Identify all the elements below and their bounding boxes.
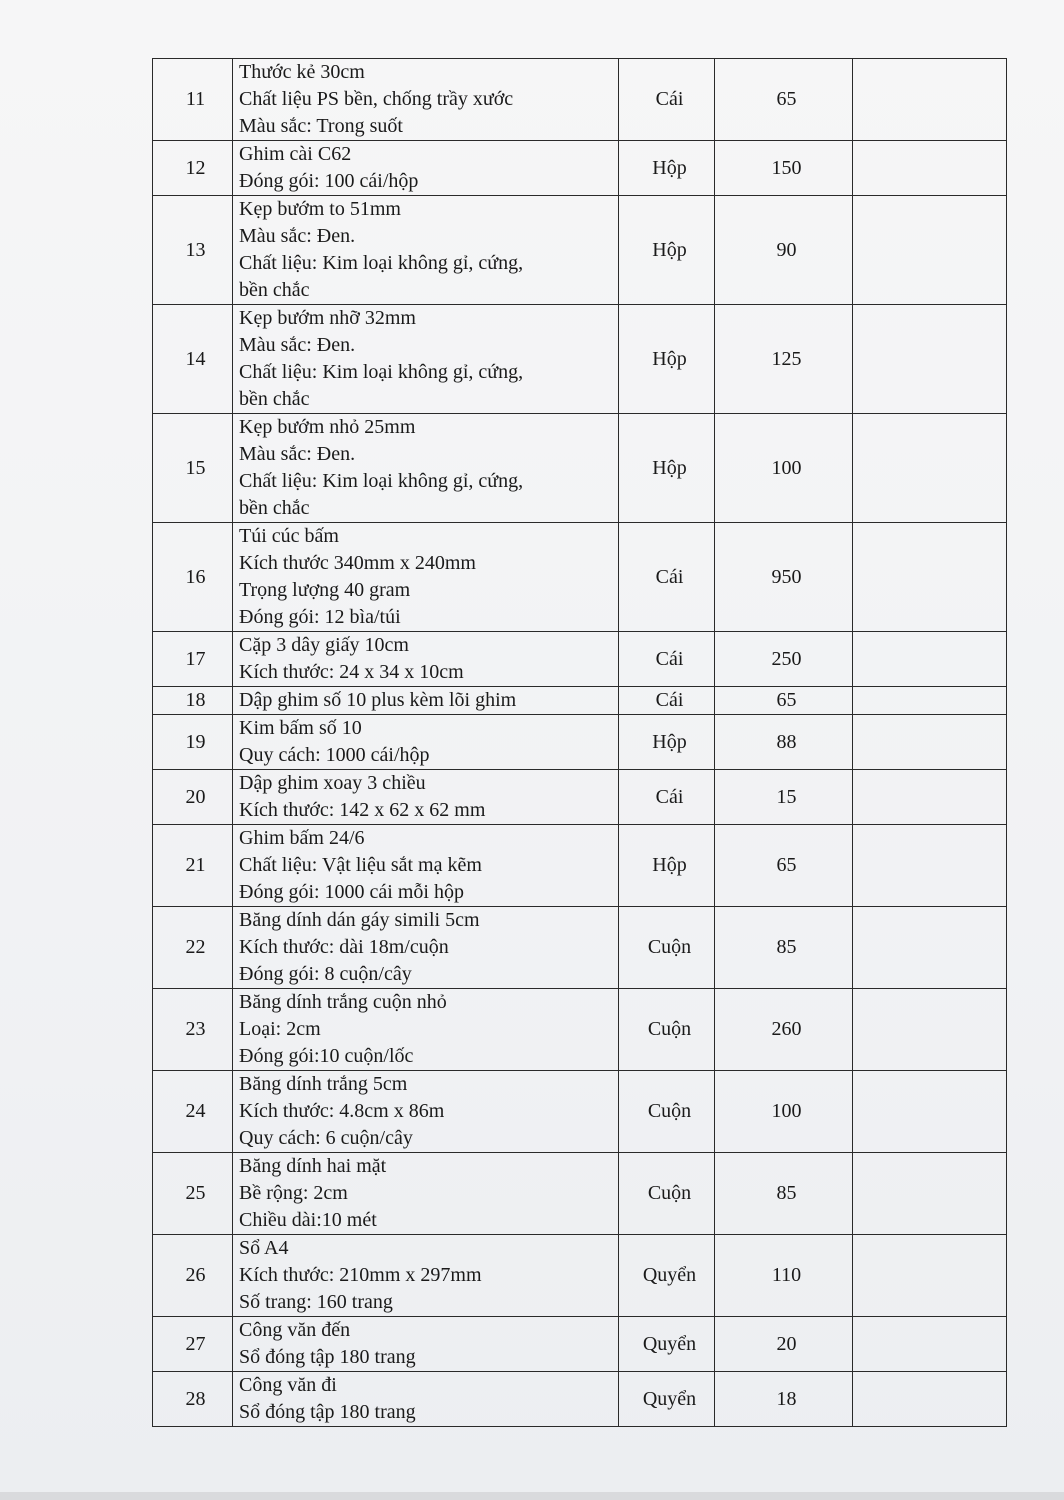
- item-description: [233, 523, 619, 632]
- item-number: 25: [153, 1153, 233, 1235]
- item-quantity: 100: [715, 414, 853, 523]
- item-unit: Cuộn: [619, 907, 715, 989]
- item-quantity: 65: [715, 687, 853, 715]
- item-note: [853, 1235, 1007, 1317]
- item-note: [853, 1071, 1007, 1153]
- item-number: 11: [153, 59, 233, 141]
- item-description: [233, 907, 619, 989]
- item-quantity: 90: [715, 196, 853, 305]
- description-line: Thước kẻ 30cm: [239, 61, 365, 83]
- description-line: Kẹp bướm to 51mm: [239, 198, 401, 220]
- scan-edge: [0, 1492, 1064, 1500]
- table-row: [153, 414, 1007, 523]
- items-table: [152, 58, 1007, 1427]
- description-line: Sổ A4: [239, 1237, 289, 1259]
- item-quantity: 110: [715, 1235, 853, 1317]
- table-row: [153, 523, 1007, 632]
- item-unit: Quyển: [619, 1372, 715, 1427]
- item-unit: Hộp: [619, 825, 715, 907]
- description-line: Dập ghim số 10 plus kèm lõi ghim: [239, 689, 517, 711]
- item-quantity: 150: [715, 141, 853, 196]
- item-quantity: 65: [715, 59, 853, 141]
- description-line: Kẹp bướm nhỡ 32mm: [239, 307, 416, 329]
- item-unit: Cái: [619, 632, 715, 687]
- description-line: Đóng gói: 1000 cái mỗi hộp: [239, 881, 464, 903]
- item-number: 17: [153, 632, 233, 687]
- item-number: 27: [153, 1317, 233, 1372]
- item-quantity: 250: [715, 632, 853, 687]
- description-line: Bề rộng: 2cm: [239, 1182, 348, 1204]
- item-unit: Cái: [619, 687, 715, 715]
- item-unit: Quyển: [619, 1317, 715, 1372]
- item-note: [853, 305, 1007, 414]
- item-number: 14: [153, 305, 233, 414]
- item-description: [233, 715, 619, 770]
- table-row: [153, 1317, 1007, 1372]
- table-row: [153, 141, 1007, 196]
- item-note: [853, 523, 1007, 632]
- item-description: [233, 305, 619, 414]
- item-description: [233, 989, 619, 1071]
- table-row: [153, 59, 1007, 141]
- description-line: Kích thước 340mm x 240mm: [239, 552, 476, 574]
- item-description: [233, 687, 619, 715]
- item-number: 28: [153, 1372, 233, 1427]
- description-line: Công văn đến: [239, 1319, 351, 1341]
- item-quantity: 88: [715, 715, 853, 770]
- description-line: Quy cách: 1000 cái/hộp: [239, 744, 430, 766]
- item-unit: Cuộn: [619, 989, 715, 1071]
- description-line: Băng dính trắng cuộn nhỏ: [239, 991, 447, 1013]
- description-line: Đóng gói: 12 bìa/túi: [239, 606, 401, 628]
- item-quantity: 100: [715, 1071, 853, 1153]
- description-line: Màu sắc: Đen.: [239, 334, 356, 356]
- description-line: Quy cách: 6 cuộn/cây: [239, 1127, 413, 1149]
- description-line: Túi cúc bấm: [239, 525, 339, 547]
- item-note: [853, 715, 1007, 770]
- item-description: [233, 1153, 619, 1235]
- item-note: [853, 907, 1007, 989]
- description-line: Dập ghim xoay 3 chiều: [239, 772, 426, 794]
- description-line: Băng dính hai mặt: [239, 1155, 387, 1177]
- table-row: [153, 632, 1007, 687]
- item-number: 13: [153, 196, 233, 305]
- description-line: bền chắc: [239, 388, 310, 410]
- item-unit: Cuộn: [619, 1071, 715, 1153]
- item-unit: Hộp: [619, 414, 715, 523]
- description-line: bền chắc: [239, 497, 310, 519]
- item-note: [853, 196, 1007, 305]
- table-row: [153, 305, 1007, 414]
- item-note: [853, 141, 1007, 196]
- description-line: Số trang: 160 trang: [239, 1291, 393, 1313]
- description-line: Màu sắc: Đen.: [239, 225, 356, 247]
- description-line: Sổ đóng tập 180 trang: [239, 1346, 416, 1368]
- item-number: 18: [153, 687, 233, 715]
- item-description: [233, 770, 619, 825]
- item-number: 15: [153, 414, 233, 523]
- description-line: bền chắc: [239, 279, 310, 301]
- description-line: Chiều dài:10 mét: [239, 1209, 377, 1231]
- item-number: 16: [153, 523, 233, 632]
- item-note: [853, 989, 1007, 1071]
- item-unit: Hộp: [619, 196, 715, 305]
- item-number: 21: [153, 825, 233, 907]
- item-description: [233, 825, 619, 907]
- description-line: Kim bấm số 10: [239, 717, 362, 739]
- item-quantity: 18: [715, 1372, 853, 1427]
- item-unit: Cái: [619, 59, 715, 141]
- item-description: [233, 1372, 619, 1427]
- item-description: [233, 1235, 619, 1317]
- item-note: [853, 825, 1007, 907]
- description-line: Màu sắc: Trong suốt: [239, 115, 403, 137]
- item-quantity: 85: [715, 1153, 853, 1235]
- table-row: [153, 989, 1007, 1071]
- item-note: [853, 687, 1007, 715]
- description-line: Đóng gói:10 cuộn/lốc: [239, 1045, 414, 1067]
- description-line: Kích thước: 24 x 34 x 10cm: [239, 661, 464, 683]
- description-line: Băng dính trắng 5cm: [239, 1073, 408, 1095]
- item-quantity: 125: [715, 305, 853, 414]
- item-quantity: 85: [715, 907, 853, 989]
- item-number: 24: [153, 1071, 233, 1153]
- item-unit: Hộp: [619, 305, 715, 414]
- item-note: [853, 59, 1007, 141]
- table-row: [153, 1235, 1007, 1317]
- item-note: [853, 632, 1007, 687]
- description-line: Công văn đi: [239, 1374, 337, 1396]
- description-line: Trọng lượng 40 gram: [239, 579, 411, 601]
- item-number: 22: [153, 907, 233, 989]
- table-row: [153, 715, 1007, 770]
- item-number: 20: [153, 770, 233, 825]
- item-number: 26: [153, 1235, 233, 1317]
- description-line: Chất liệu: Kim loại không gỉ, cứng,: [239, 470, 524, 492]
- item-note: [853, 1317, 1007, 1372]
- item-description: [233, 632, 619, 687]
- description-line: Băng dính dán gáy simili 5cm: [239, 909, 480, 931]
- description-line: Đóng gói: 100 cái/hộp: [239, 170, 419, 192]
- item-unit: Cái: [619, 770, 715, 825]
- item-number: 23: [153, 989, 233, 1071]
- table-row: [153, 907, 1007, 989]
- item-quantity: 15: [715, 770, 853, 825]
- description-line: Ghim bấm 24/6: [239, 827, 365, 849]
- table-row: [153, 196, 1007, 305]
- description-line: Kẹp bướm nhỏ 25mm: [239, 416, 416, 438]
- table-row: [153, 770, 1007, 825]
- description-line: Kích thước: 210mm x 297mm: [239, 1264, 482, 1286]
- description-line: Kích thước: dài 18m/cuộn: [239, 936, 449, 958]
- item-description: [233, 141, 619, 196]
- table-row: [153, 687, 1007, 715]
- description-line: Cặp 3 dây giấy 10cm: [239, 634, 409, 656]
- table-row: [153, 825, 1007, 907]
- description-line: Sổ đóng tập 180 trang: [239, 1401, 416, 1423]
- description-line: Loại: 2cm: [239, 1018, 321, 1040]
- description-line: Chất liệu PS bền, chống trầy xước: [239, 88, 514, 110]
- item-unit: Cuộn: [619, 1153, 715, 1235]
- item-description: [233, 1071, 619, 1153]
- item-note: [853, 414, 1007, 523]
- item-unit: Cái: [619, 523, 715, 632]
- items-table-body: [153, 59, 1007, 1427]
- description-line: Kích thước: 4.8cm x 86m: [239, 1100, 445, 1122]
- item-description: [233, 414, 619, 523]
- item-description: [233, 1317, 619, 1372]
- table-row: [153, 1372, 1007, 1427]
- item-number: 19: [153, 715, 233, 770]
- description-line: Kích thước: 142 x 62 x 62 mm: [239, 799, 486, 821]
- item-description: [233, 196, 619, 305]
- item-unit: Hộp: [619, 141, 715, 196]
- table-row: [153, 1071, 1007, 1153]
- item-note: [853, 1153, 1007, 1235]
- description-line: Ghim cài C62: [239, 143, 352, 165]
- description-line: Đóng gói: 8 cuộn/cây: [239, 963, 412, 985]
- item-quantity: 20: [715, 1317, 853, 1372]
- item-note: [853, 1372, 1007, 1427]
- item-quantity: 65: [715, 825, 853, 907]
- description-line: Chất liệu: Vật liệu sắt mạ kẽm: [239, 854, 482, 876]
- item-unit: Quyển: [619, 1235, 715, 1317]
- item-unit: Hộp: [619, 715, 715, 770]
- description-line: Màu sắc: Đen.: [239, 443, 356, 465]
- table-row: [153, 1153, 1007, 1235]
- item-quantity: 260: [715, 989, 853, 1071]
- item-note: [853, 770, 1007, 825]
- description-line: Chất liệu: Kim loại không gỉ, cứng,: [239, 361, 524, 383]
- description-line: Chất liệu: Kim loại không gỉ, cứng,: [239, 252, 524, 274]
- item-number: 12: [153, 141, 233, 196]
- item-quantity: 950: [715, 523, 853, 632]
- item-description: [233, 59, 619, 141]
